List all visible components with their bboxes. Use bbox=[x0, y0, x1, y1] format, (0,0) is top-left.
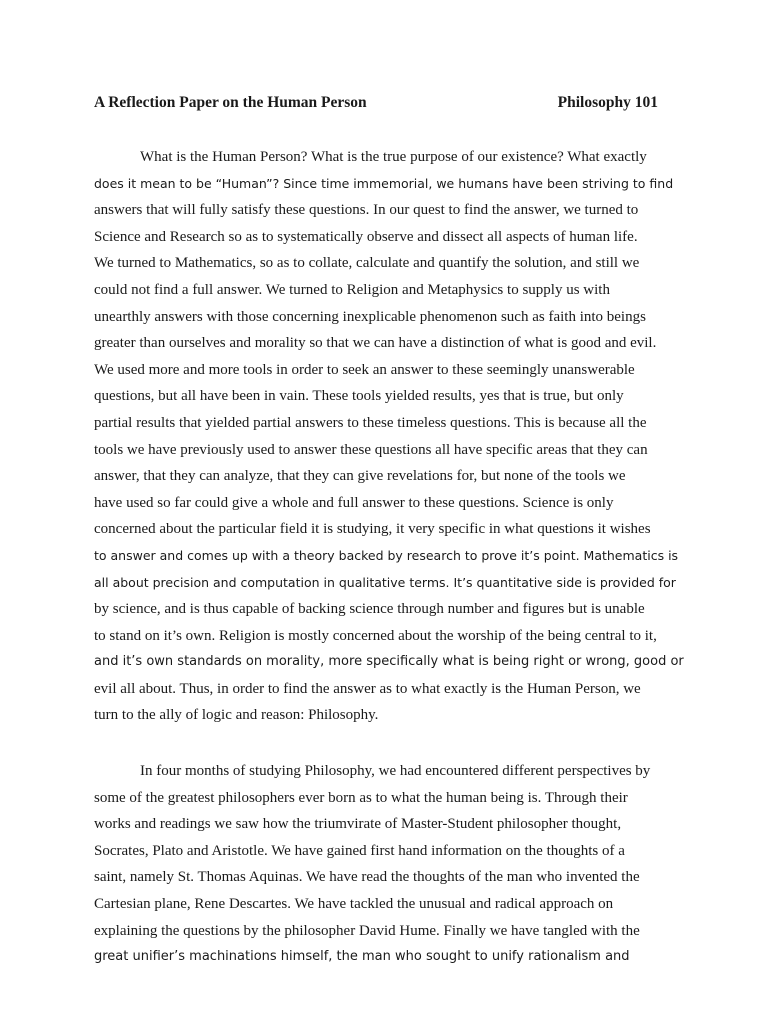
paragraph-line: have used so far could give a whole and full answer to these questions. Science is only bbox=[94, 494, 614, 511]
paragraph-1 bbox=[94, 144, 684, 729]
paragraph-line: some of the greatest philosophers ever born as to what the human being is. Through their bbox=[94, 789, 628, 806]
paragraph-line: and it’s own standards on morality, more specifically what is being right or wrong, good or bbox=[94, 654, 684, 670]
paragraph-2 bbox=[94, 758, 684, 971]
paragraph-line: all about precision and computation in qualitative terms. It’s quantitative side is provided for bbox=[94, 574, 676, 590]
course-label: Philosophy 101 bbox=[557, 94, 658, 111]
paragraph-line: What is the Human Person? What is the true purpose of our existence? What exactly bbox=[140, 149, 647, 165]
paragraph-line: Cartesian plane, Rene Descartes. We have tackled the unusual and radical approach on bbox=[94, 895, 614, 912]
paragraph-line: great unifier’s machinations himself, the man who sought to unify rationalism and bbox=[94, 949, 630, 965]
paragraph-line: evil all about. Thus, in order to find the answer as to what exactly is the Human Person, we bbox=[94, 680, 641, 697]
paragraph-line: In four months of studying Philosophy, we had encountered different perspectives by bbox=[140, 763, 651, 779]
paragraph-line: unearthly answers with those concerning inexplicable phenomenon such as faith into beings bbox=[94, 308, 646, 325]
paragraph-line: answer, that they can analyze, that they can give revelations for, but none of the tools we bbox=[94, 468, 626, 485]
paragraph-line: questions, but all have been in vain. These tools yielded results, yes that is true, but only bbox=[94, 388, 624, 405]
paragraph-line: Socrates, Plato and Aristotle. We have gained first hand information on the thoughts of a bbox=[94, 842, 625, 859]
paragraph-line: explaining the questions by the philosopher David Hume. Finally we have tangled with the bbox=[94, 922, 640, 939]
paragraph-line: greater than ourselves and morality so that we can have a distinction of what is good and evil. bbox=[94, 335, 657, 352]
paragraph-line: tools we have previously used to answer these questions all have specific areas that they can bbox=[94, 441, 648, 458]
paragraph-line: saint, namely St. Thomas Aquinas. We have read the thoughts of the man who invented the bbox=[94, 869, 640, 886]
paper-title: A Reflection Paper on the Human Person bbox=[94, 94, 367, 111]
paragraph-line: by science, and is thus capable of backing science through number and figures but is unable bbox=[94, 601, 645, 618]
paragraph-line: turn to the ally of logic and reason: Philosophy. bbox=[94, 707, 379, 724]
paragraph-line: We used more and more tools in order to seek an answer to these seemingly unanswerable bbox=[94, 361, 635, 378]
paragraph-line: does it mean to be “Human”? Since time immemorial, we humans have been striving to find bbox=[94, 175, 674, 191]
paragraph-line: to answer and comes up with a theory backed by research to prove it’s point. Mathematics is bbox=[94, 547, 679, 563]
paragraph-line: We turned to Mathematics, so as to collate, calculate and quantify the solution, and still we bbox=[94, 255, 640, 272]
paragraph-line: to stand on it’s own. Religion is mostly concerned about the worship of the being central to it, bbox=[94, 627, 657, 644]
paragraph-line: concerned about the particular field it is studying, it very specific in what questions it wishes bbox=[94, 521, 651, 538]
paragraph-line: works and readings we saw how the triumvirate of Master-Student philosopher thought, bbox=[94, 816, 622, 833]
paragraph-line: Science and Research so as to systematically observe and dissect all aspects of human life. bbox=[94, 228, 638, 245]
paragraph-line: could not find a full answer. We turned to Religion and Metaphysics to supply us with bbox=[94, 281, 610, 298]
document-header bbox=[94, 92, 658, 114]
paragraph-line: partial results that yielded partial answers to these timeless questions. This is because all the bbox=[94, 414, 647, 431]
paragraph-line: answers that will fully satisfy these questions. In our quest to find the answer, we turned to bbox=[94, 202, 639, 219]
